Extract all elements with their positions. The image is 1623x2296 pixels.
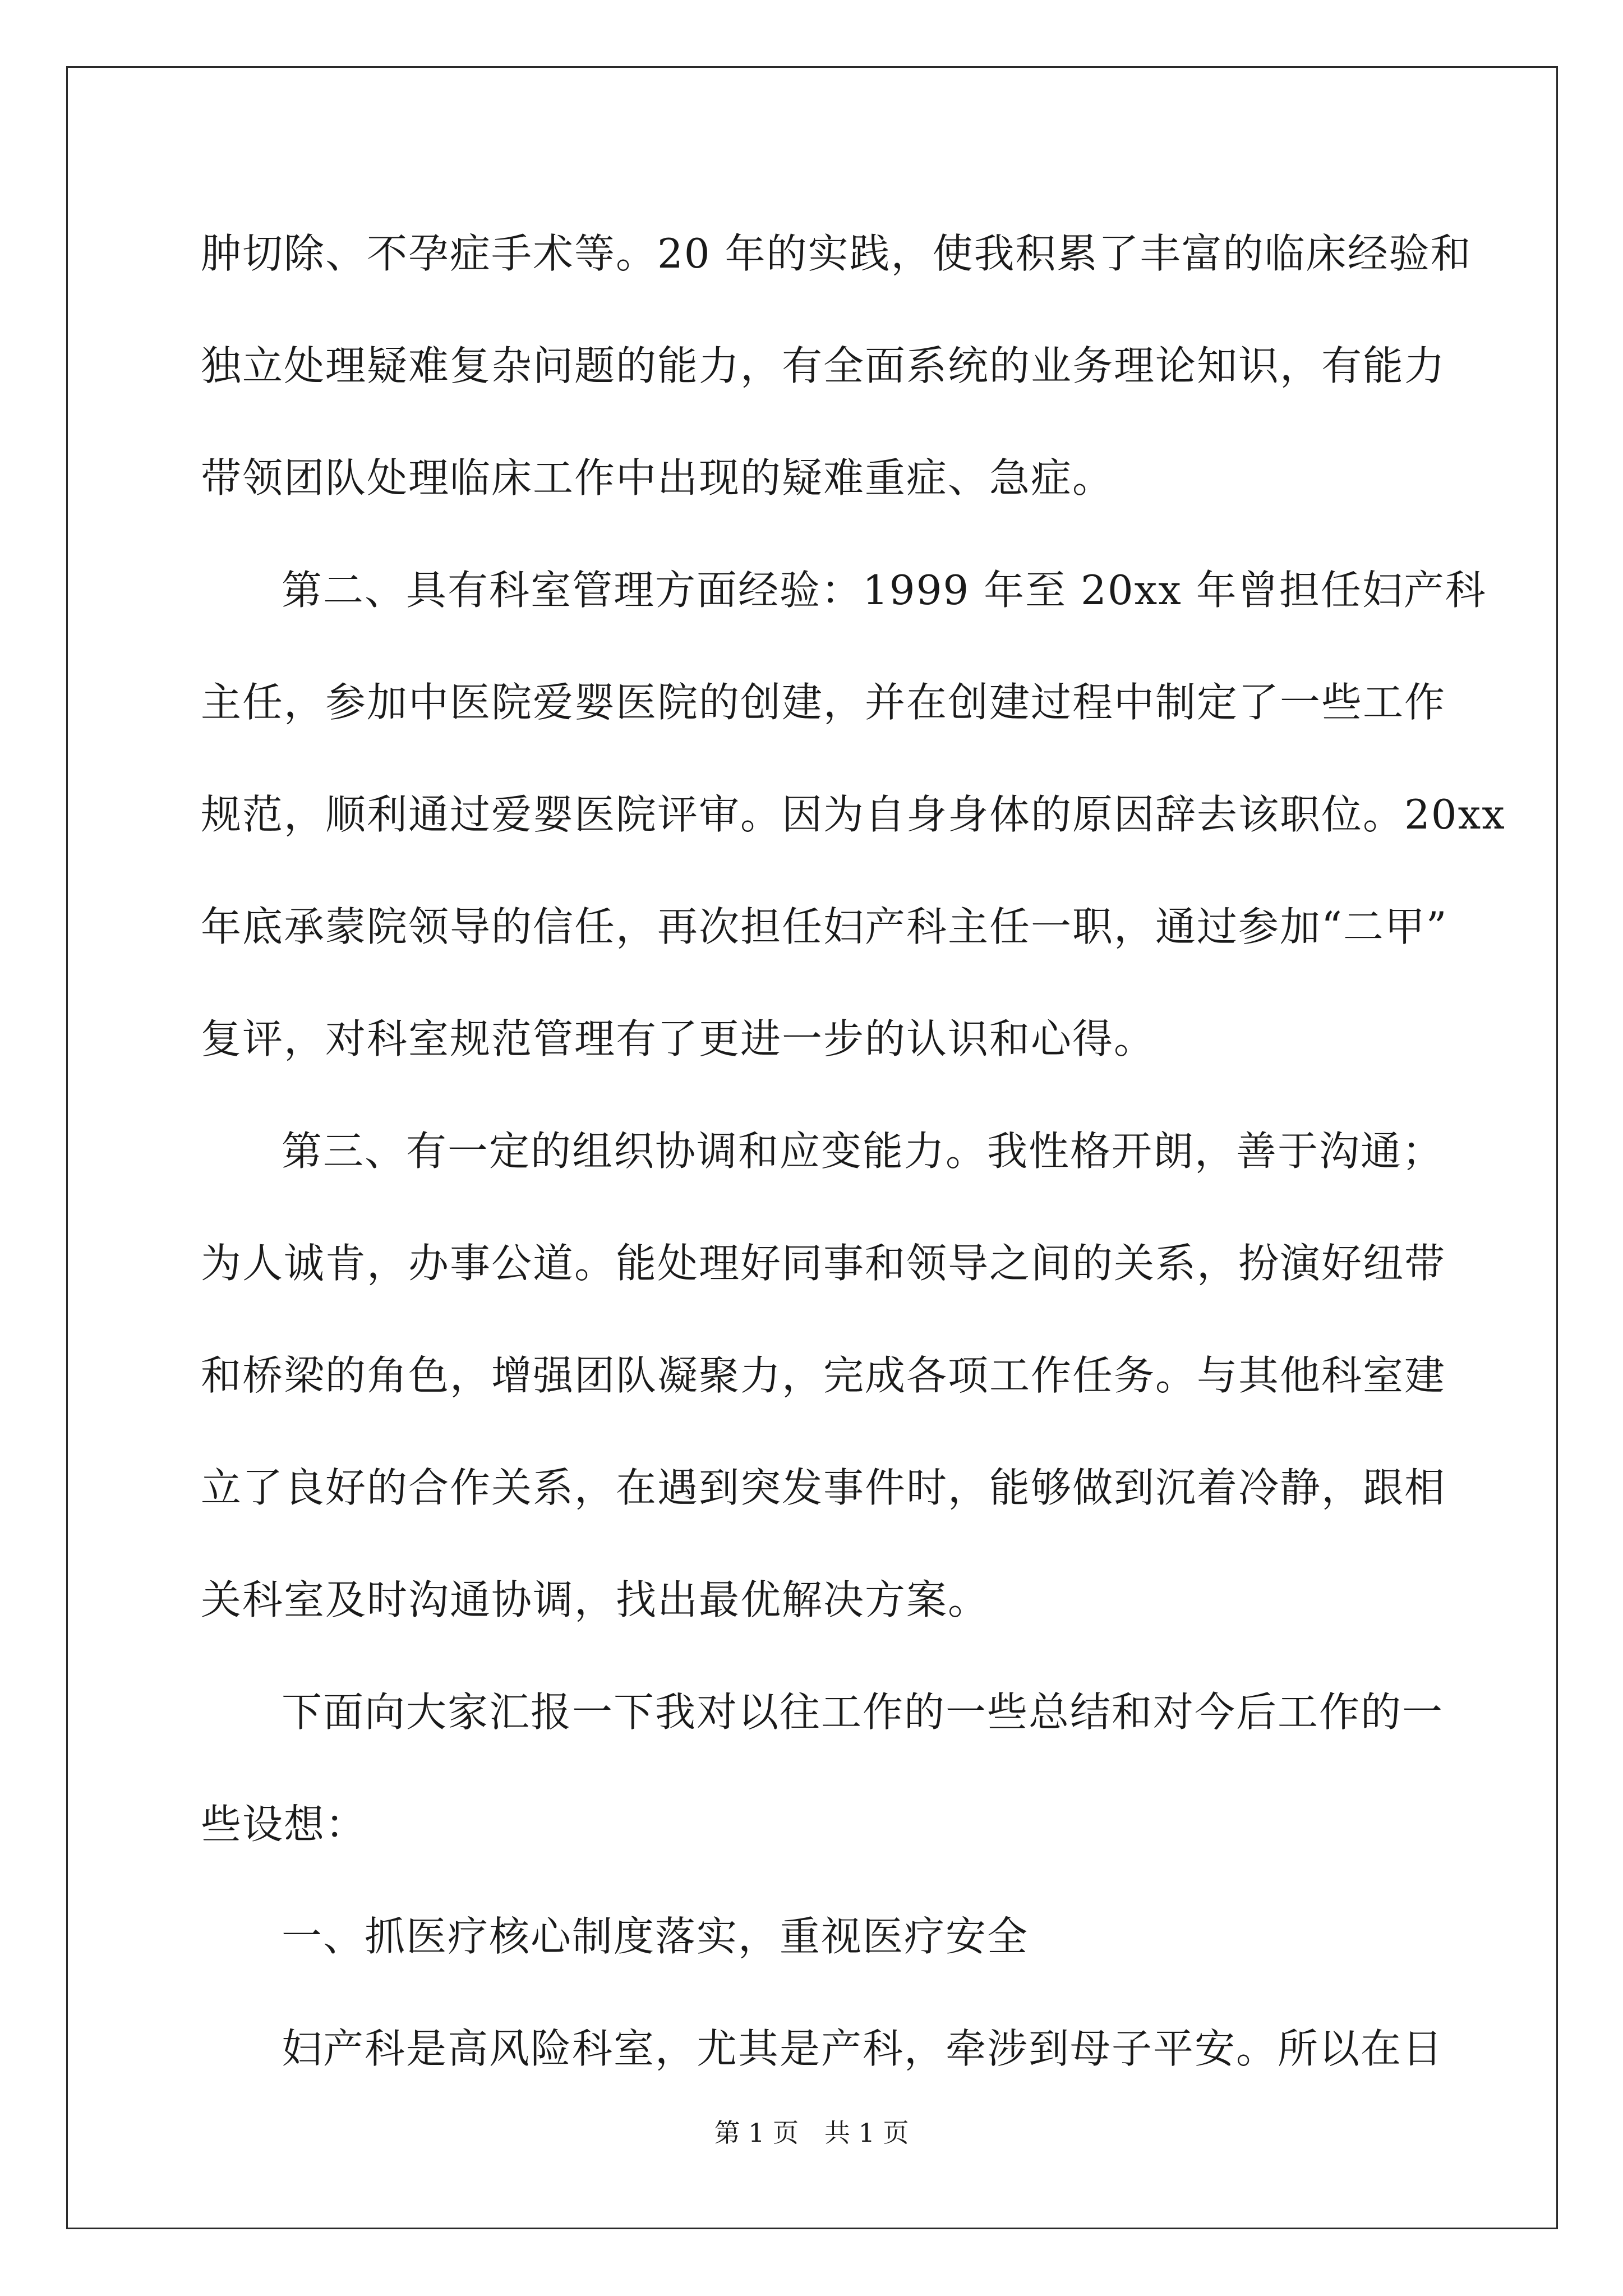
text-line: 下面向大家汇报一下我对以往工作的一些总结和对今后工作的一	[282, 1688, 1444, 1736]
text-line: 肿切除、不孕症手术等。20 年的实践，使我积累了丰富的临床经验和	[201, 230, 1472, 277]
text-line: 和桥梁的角色，增强团队凝聚力，完成各项工作任务。与其他科室建	[201, 1352, 1446, 1399]
text-line: 第二、具有科室管理方面经验：1999 年至 20xx 年曾担任妇产科	[282, 567, 1487, 614]
text-line: 主任，参加中医院爱婴医院的创建，并在创建过程中制定了一些工作	[201, 679, 1446, 726]
text-line: 规范，顺利通过爱婴医院评审。因为自身身体的原因辞去该职位。20xx	[201, 791, 1506, 838]
text-line: 妇产科是高风险科室，尤其是产科，牵涉到母子平安。所以在日	[282, 2025, 1444, 2072]
document-body	[201, 220, 1506, 2127]
text-line: 关科室及时沟通协调，找出最优解决方案。	[201, 1576, 990, 1623]
text-line: 第三、有一定的组织协调和应变能力。我性格开朗，善于沟通；	[282, 1128, 1444, 1175]
text-line: 立了良好的合作关系，在遇到突发事件时，能够做到沉着冷静，跟相	[201, 1464, 1446, 1511]
text-line: 一、抓医疗核心制度落实，重视医疗安全	[282, 1913, 1029, 1960]
text-line: 年底承蒙院领导的信任，再次担任妇产科主任一职，通过参加“二甲”	[201, 903, 1448, 950]
text-line: 些设想：	[201, 1801, 367, 1848]
text-line: 独立处理疑难复杂问题的能力，有全面系统的业务理论知识，有能力	[201, 342, 1446, 389]
text-line: 带领团队处理临床工作中出现的疑难重症、急症。	[201, 454, 1114, 501]
text-line: 复评，对科室规范管理有了更进一步的认识和心得。	[201, 1015, 1156, 1062]
text-line: 为人诚肯，办事公道。能处理好同事和领导之间的关系，扮演好纽带	[201, 1240, 1446, 1287]
page-footer: 第 1 页 共 1 页	[714, 2118, 909, 2148]
